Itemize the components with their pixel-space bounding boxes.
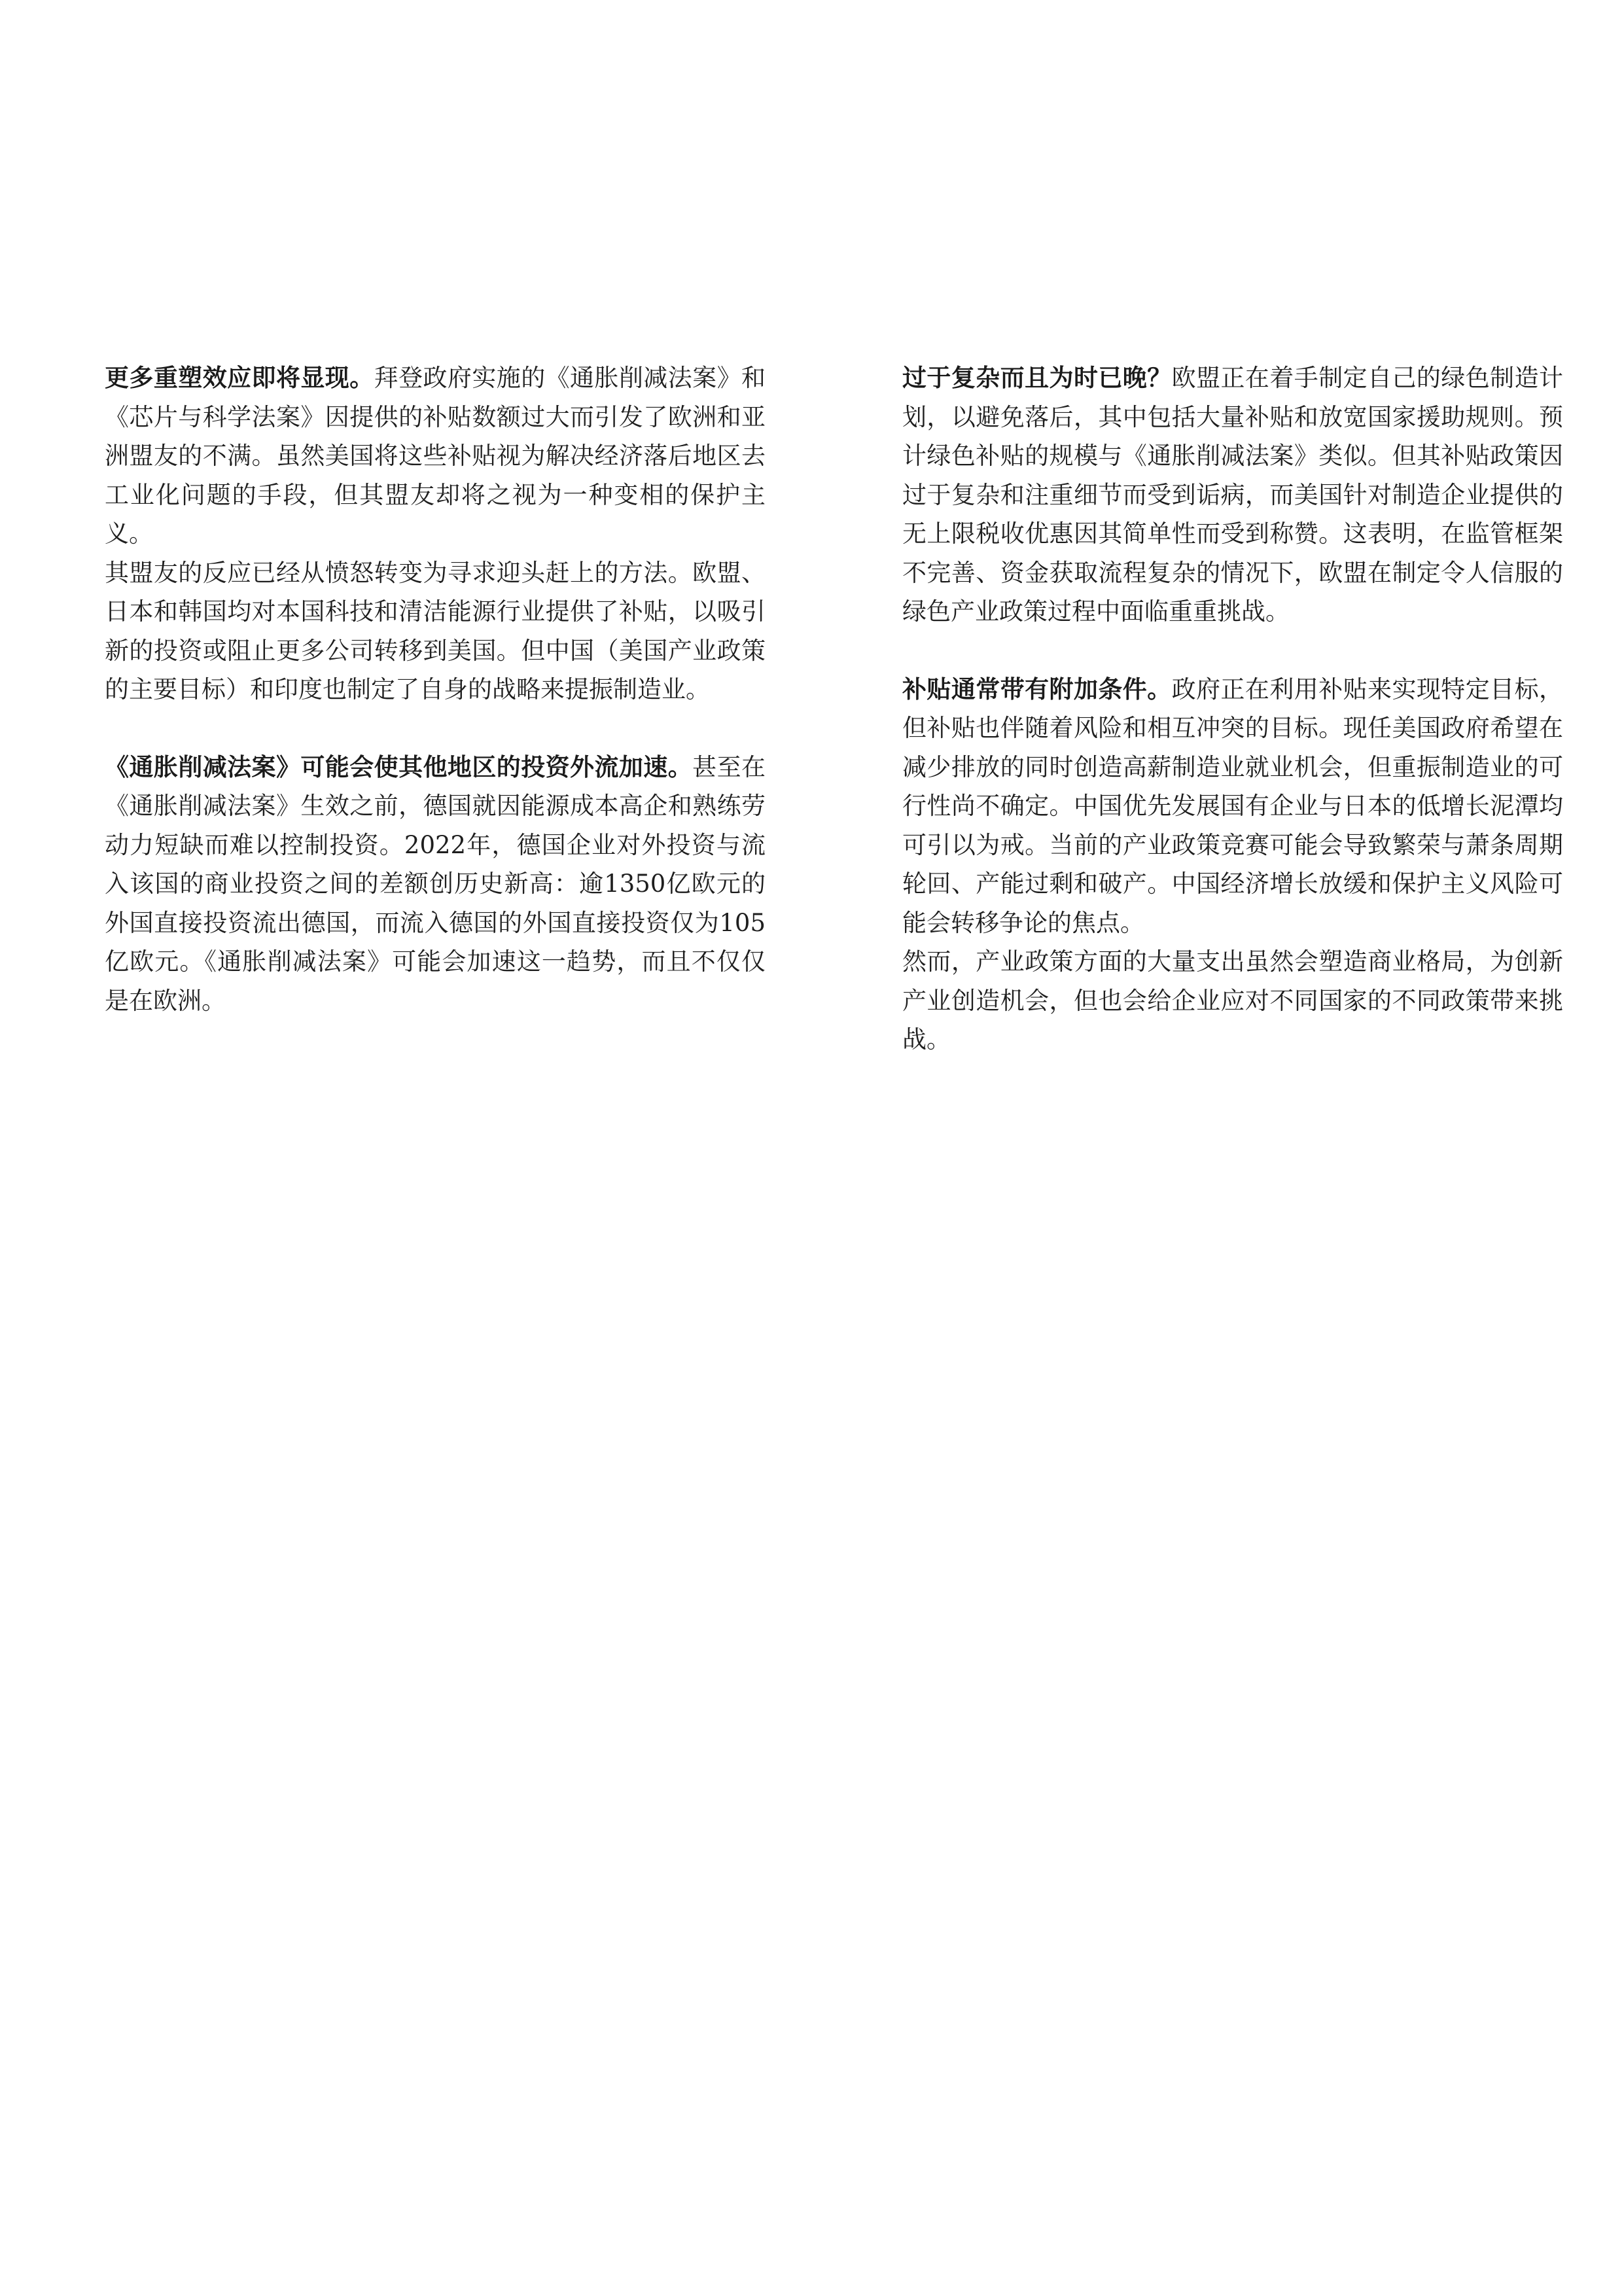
section-investment-outflow [105,748,766,1021]
paragraph [902,359,1563,631]
section-too-complex [902,359,1563,631]
section-heading: 补贴通常带有附加条件。 [902,675,1172,703]
section-subsidy-conditions [902,670,1563,1059]
right-column [902,359,1563,1059]
section-reshaping-effects [105,359,766,709]
paragraph [902,670,1563,943]
paragraph-text: 拜登政府实施的《通胀削减法案》和《芯片与科学法案》因提供的补贴数额过大而引发了欧洲和亚洲盟友的不满。虽然美国将这些补贴视为解决经济落后地区去工业化问题的手段，但其盟友却将之视为一种变相的保护主义。 [105,364,766,548]
left-column [105,359,766,1020]
paragraph: 其盟友的反应已经从愤怒转变为寻求迎头赶上的方法。欧盟、日本和韩国均对本国科技和清洁能源行业提供了补贴，以吸引新的投资或阻止更多公司转移到美国。但中国（美国产业政策的主要目标）和印度也制定了自身的战略来提振制造业。 [105,558,766,703]
paragraph-text: 甚至在《通胀削减法案》生效之前，德国就因能源成本高企和熟练劳动力短缺而难以控制投资。2022年，德国企业对外投资与流入该国的商业投资之间的差额创历史新高：逾1350亿欧元的外国直接投资流出德国，而流入德国的外国直接投资仅为105亿欧元。《通胀削减法案》可能会加速这一趋势，而且不仅仅是在欧洲。 [105,752,766,1015]
paragraph-text: 政府正在利用补贴来实现特定目标，但补贴也伴随着风险和相互冲突的目标。现任美国政府希望在减少排放的同时创造高薪制造业就业机会，但重振制造业的可行性尚不确定。中国优先发展国有企业与日本的低增长泥潭均可引以为戒。当前的产业政策竞赛可能会导致繁荣与萧条周期轮回、产能过剩和破产。中国经济增长放缓和保护主义风险可能会转移争论的焦点。 [902,675,1564,937]
paragraph-text: 欧盟正在着手制定自己的绿色制造计划，以避免落后，其中包括大量补贴和放宽国家援助规则。预计绿色补贴的规模与《通胀削减法案》类似。但其补贴政策因过于复杂和注重细节而受到诟病，而美国针对制造企业提供的无上限税收优惠因其简单性而受到称赞。这表明，在监管框架不完善、资金获取流程复杂的情况下，欧盟在制定令人信服的绿色产业政策过程中面临重重挑战。 [902,364,1564,626]
section-heading: 过于复杂而且为时已晚？ [902,364,1172,392]
paragraph [105,359,766,554]
section-heading: 《通胀削减法案》可能会使其他地区的投资外流加速。 [105,752,693,781]
section-heading: 更多重塑效应即将显现。 [105,364,374,392]
paragraph [105,748,766,1021]
paragraph: 然而，产业政策方面的大量支出虽然会塑造商业格局，为创新产业创造机会，但也会给企业应对不同国家的不同政策带来挑战。 [902,947,1563,1053]
